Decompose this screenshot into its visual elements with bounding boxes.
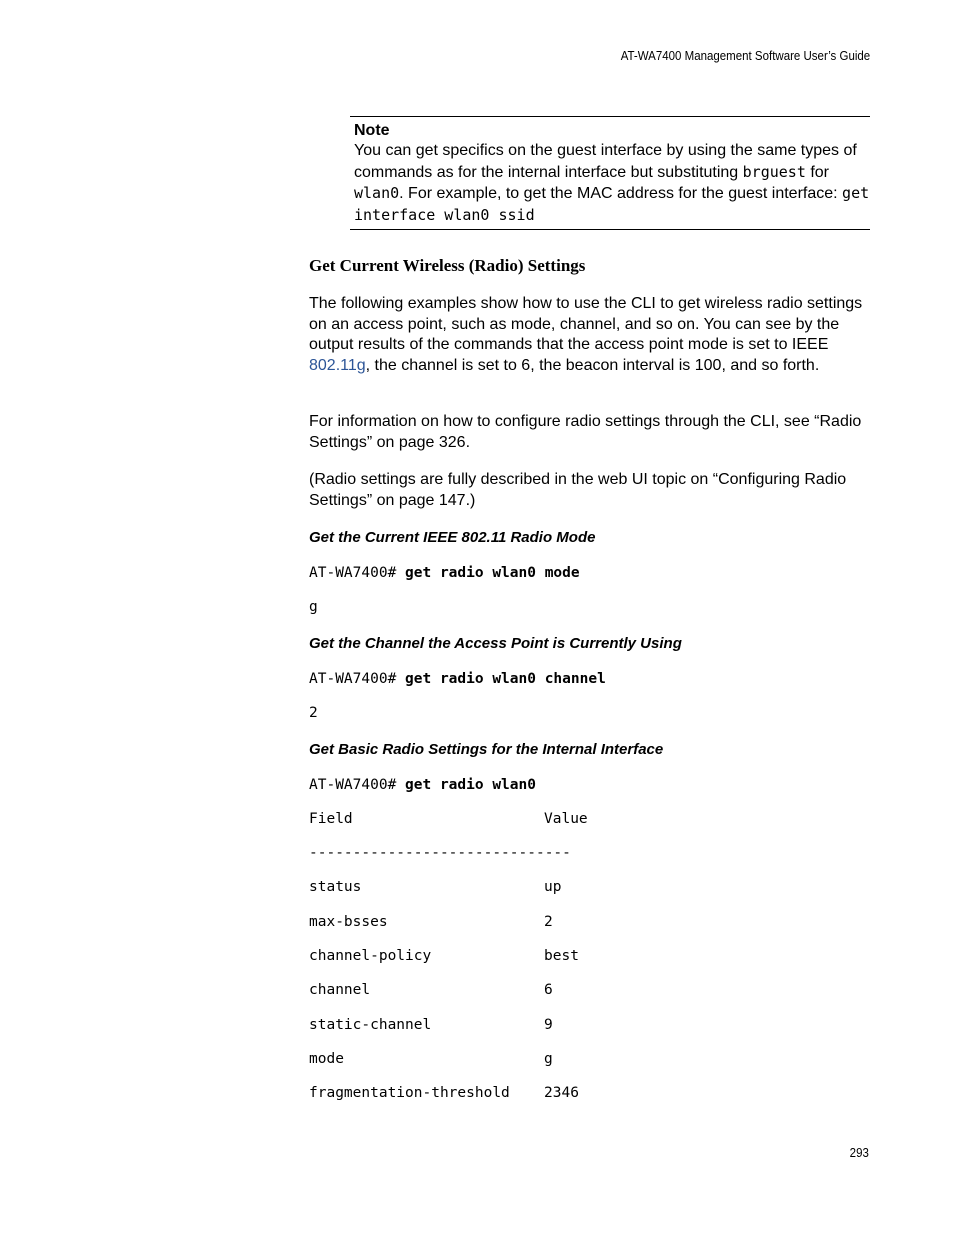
- note-code-command: get interface wlan0 ssid: [354, 184, 870, 224]
- table-row-value: 6: [544, 982, 553, 998]
- command-output-channel: 2: [309, 705, 318, 721]
- table-row-field: fragmentation-threshold: [309, 1085, 510, 1101]
- table-row-value: 9: [544, 1017, 553, 1033]
- table-row-value: g: [544, 1051, 553, 1067]
- table-row-field: channel-policy: [309, 948, 432, 964]
- table-row-field: channel: [309, 982, 371, 998]
- note-code-brguest: brguest: [742, 162, 806, 181]
- example-heading-basic: Get Basic Radio Settings for the Internal Interface: [309, 741, 664, 758]
- intro-paragraph: The following examples show how to use the CLI to get wireless radio settings on an access point, such as mode, channel, and so on. You can see by the output results of the commands that the access point mode is set to IEEE 802.11g, the channel is set to 6, the beacon interval is 100, and so forth.: [309, 295, 863, 374]
- note-code-wlan0: wlan0: [354, 184, 400, 202]
- table-row-value: 2: [544, 914, 553, 930]
- table-header-field: Field: [309, 811, 353, 827]
- link-80211g[interactable]: 802.11g: [309, 356, 366, 374]
- command-line-mode: AT-WA7400# get radio wlan0 mode: [309, 565, 580, 581]
- command-output-mode: g: [309, 599, 318, 615]
- table-row-field: status: [309, 879, 362, 895]
- example-heading-channel: Get the Channel the Access Point is Currently Using: [309, 635, 682, 652]
- running-header: AT-WA7400 Management Software User’s Guide: [620, 49, 870, 63]
- table-header-value: Value: [544, 811, 588, 827]
- example-heading-mode: Get the Current IEEE 802.11 Radio Mode: [309, 529, 596, 546]
- web-ui-reference-paragraph: (Radio settings are fully described in the web UI topic on “Configuring Radio Settings” on page 147.): [309, 471, 847, 509]
- table-row-value: 2346: [544, 1085, 579, 1101]
- command-line-channel: AT-WA7400# get radio wlan0 channel: [309, 671, 606, 687]
- table-row-value: best: [544, 948, 579, 964]
- command-line-basic: AT-WA7400# get radio wlan0: [309, 777, 536, 793]
- table-row-field: static-channel: [309, 1017, 432, 1033]
- table-row-field: mode: [309, 1051, 344, 1067]
- section-heading: Get Current Wireless (Radio) Settings: [309, 256, 586, 275]
- note-body: You can get specifics on the guest interface by using the same types of commands as for the internal interface but substituting brguest for wlan0. For example, to get the MAC address for the guest interface: get interface wlan0 ssid: [354, 142, 870, 224]
- cli-reference-paragraph: For information on how to configure radio settings through the CLI, see “Radio Settings” on page 326.: [309, 413, 862, 451]
- table-row-field: max-bsses: [309, 914, 388, 930]
- page-number: 293: [849, 1146, 869, 1160]
- table-row-value: up: [544, 879, 562, 895]
- note-box: [350, 116, 870, 230]
- note-title: Note: [354, 122, 390, 139]
- table-separator: ------------------------------: [309, 845, 571, 861]
